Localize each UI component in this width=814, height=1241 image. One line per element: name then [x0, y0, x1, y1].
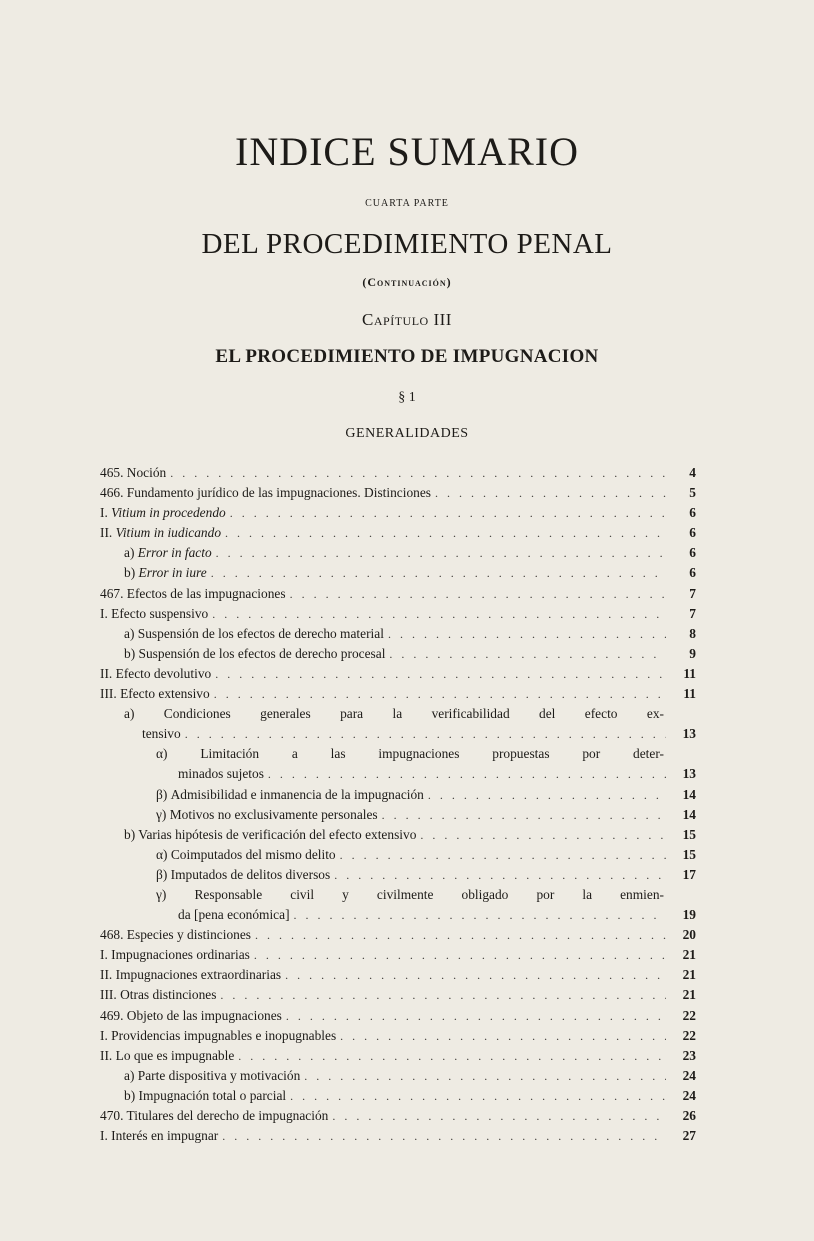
leader-dots [286, 1006, 666, 1026]
page-title: INDICE SUMARIO [235, 129, 579, 174]
toc-entry-page: 6 [689, 565, 696, 581]
toc-entry [100, 1106, 696, 1126]
leader-dots [238, 1046, 666, 1066]
toc-entry-page: 21 [682, 987, 696, 1003]
toc-entry [100, 1086, 696, 1106]
toc-entry-text: Suspensión de los efectos de derecho material [137, 625, 384, 641]
toc-entry [100, 664, 696, 684]
toc-entry-page: 24 [682, 1067, 696, 1083]
toc-entry-page: 21 [682, 967, 696, 983]
leader-dots [285, 965, 666, 985]
toc-entry-prefix: 468. [100, 927, 124, 943]
toc-entry [100, 945, 696, 965]
toc-entry-text: Titulares del derecho de impugnación [126, 1108, 329, 1123]
toc-entry-page: 4 [689, 465, 696, 480]
leader-dots [214, 684, 666, 704]
toc-entry-text: Efecto devolutivo [115, 665, 212, 681]
leader-dots [216, 543, 666, 563]
leader-dots [389, 644, 666, 664]
toc-entry-text: Coimputados del mismo delito [170, 846, 336, 862]
toc-entry-page: 13 [682, 766, 696, 782]
toc-entry-prefix: β) [156, 866, 168, 882]
toc-entry-page: 7 [689, 605, 696, 621]
section-heading: DEL PROCEDIMIENTO PENAL [201, 228, 613, 260]
toc-entry-text: Interés en impugnar [111, 1128, 219, 1144]
leader-dots [290, 1086, 666, 1106]
leader-dots [420, 825, 666, 845]
toc-entry-prefix: I. [100, 1128, 108, 1144]
toc-entry-continuation: da [pena económica] [178, 905, 294, 925]
paragraph-mark: § 1 [398, 390, 416, 405]
toc-entry-prefix: II. [100, 665, 113, 681]
toc-entry [100, 965, 696, 985]
toc-entry-page: 8 [689, 625, 696, 641]
toc-entry [100, 1046, 696, 1066]
toc-entry-prefix: a) [124, 545, 135, 561]
toc-entry-prefix: I. [100, 505, 108, 521]
toc-entry-text: Vitium in procedendo [111, 505, 226, 521]
toc-entry [100, 825, 696, 845]
toc-entry [100, 985, 696, 1005]
toc-entry [100, 1006, 696, 1026]
toc-entry-page: 20 [682, 927, 696, 943]
toc-entry-text: Lo que es impugnable [115, 1047, 235, 1063]
toc-entry-page: 11 [683, 686, 696, 702]
toc-entry [100, 865, 696, 885]
leader-dots [255, 925, 666, 945]
leader-dots [435, 483, 666, 503]
toc-entry-continuation: minados sujetos [178, 764, 268, 784]
toc-entry-text: Efecto suspensivo [111, 605, 209, 621]
toc-entry-page: 27 [682, 1128, 696, 1144]
toc-entry [100, 1126, 696, 1146]
leader-dots [222, 1126, 666, 1146]
toc-entry-text: Especies y distinciones [126, 927, 252, 943]
part-heading: CUARTA PARTE [365, 198, 449, 209]
toc-entry-text: Impugnaciones ordinarias [111, 947, 250, 963]
toc-entry-text: Efectos de las impugnaciones [126, 585, 286, 601]
leader-dots [428, 785, 666, 805]
toc-entry-page: 21 [682, 947, 696, 963]
toc-entry-text: Imputados de delitos diversos [170, 866, 331, 882]
toc-entry-prefix: II. [100, 967, 113, 983]
toc-entry-prefix: β) [156, 786, 168, 802]
toc-entry [100, 684, 696, 704]
toc-entry-prefix: 465. [100, 465, 124, 480]
toc-entry-prefix: 466. [100, 485, 124, 501]
toc-entry-prefix: I. [100, 605, 108, 621]
leader-dots [225, 523, 666, 543]
toc-entry-text: Admisibilidad e inmanencia de la impugnación [170, 786, 424, 802]
toc-entry-text: Impugnaciones extraordinarias [115, 967, 282, 983]
toc-entry [100, 704, 696, 744]
toc-entry-prefix: III. [100, 987, 117, 1003]
toc-entry-text: Objeto de las impugnaciones [126, 1007, 282, 1023]
continuation-label: (Continuación) [362, 275, 452, 289]
leader-dots [332, 1106, 666, 1126]
leader-dots [388, 624, 666, 644]
toc-entry-text: Varias hipótesis de verificación del efecto extensivo [138, 826, 417, 842]
toc-entry [100, 563, 696, 583]
leader-dots [220, 985, 666, 1005]
toc-entry-text: Vitium in iudicando [115, 525, 222, 541]
toc-entry-text: Fundamento jurídico de las impugnaciones. Distinciones [126, 485, 432, 501]
leader-dots [211, 563, 666, 583]
toc-entry [100, 1066, 696, 1086]
toc-entry-text: Otras distinciones [120, 987, 217, 1003]
toc-entry [100, 483, 696, 503]
leader-dots [268, 764, 666, 784]
toc-entry [100, 1026, 696, 1046]
toc-entry-text: Noción [126, 465, 167, 480]
toc-entry-prefix: II. [100, 1047, 113, 1063]
toc-entry-prefix: a) [124, 625, 135, 641]
leader-dots [254, 945, 666, 965]
toc-entry-page: 6 [689, 545, 696, 561]
toc-entry-page: 17 [682, 866, 696, 882]
toc-entry-page: 7 [689, 585, 696, 601]
toc-entry-prefix: I. [100, 1027, 108, 1043]
toc-entry [100, 925, 696, 945]
toc-entry-text: Error in facto [137, 545, 212, 561]
leader-dots [340, 845, 666, 865]
toc-entry-page: 14 [682, 806, 696, 822]
leader-dots [304, 1066, 666, 1086]
toc-entry-page: 11 [683, 665, 696, 681]
toc-entry-text: Impugnación total o parcial [138, 1087, 287, 1103]
leader-dots [382, 805, 666, 825]
leader-dots [170, 463, 666, 483]
chapter-title: EL PROCEDIMIENTO DE IMPUGNACION [215, 346, 599, 367]
toc-entry-text: Error in iure [138, 565, 207, 581]
toc-entry-prefix: II. [100, 525, 113, 541]
leader-dots [215, 664, 666, 684]
toc-entry-page: 19 [682, 907, 696, 923]
toc-entry-prefix: b) [124, 826, 136, 842]
toc-entry-page: 22 [682, 1007, 696, 1023]
subsection-heading: GENERALIDADES [345, 426, 469, 441]
leader-dots [230, 503, 666, 523]
toc-entry-page: 13 [682, 726, 696, 742]
toc-entry-prefix: 470. [100, 1108, 124, 1123]
toc-entry-prefix: a) [124, 706, 135, 722]
toc-entry-prefix: 469. [100, 1007, 124, 1023]
toc-entry [100, 604, 696, 624]
toc-entry-page: 23 [682, 1047, 696, 1063]
leader-dots [294, 905, 666, 925]
toc-entry-page: 15 [682, 846, 696, 862]
toc-entry [100, 785, 696, 805]
leader-dots [212, 604, 666, 624]
toc-entry-prefix: α) [156, 746, 168, 762]
toc-entry-prefix: 467. [100, 585, 124, 601]
toc-entry-page: 15 [682, 826, 696, 842]
toc-entry-text: Limitación a las impugnaciones propuestas por deter- [200, 746, 664, 762]
toc-entry-page: 24 [682, 1087, 696, 1103]
toc-entry-text: Efecto extensivo [120, 686, 210, 702]
toc-entry [100, 644, 696, 664]
toc-entry-prefix: b) [124, 645, 136, 661]
toc-entry-prefix: a) [124, 1067, 135, 1083]
toc-entry-text: Condiciones generales para la verificabilidad del efecto ex- [163, 706, 664, 722]
toc-entry [100, 885, 696, 925]
toc-entry-page: 6 [689, 525, 696, 541]
toc-entry-text: Providencias impugnables e inopugnables [111, 1027, 337, 1043]
toc-entry-prefix: I. [100, 947, 108, 963]
toc-entry-page: 9 [689, 645, 696, 661]
toc-entry-prefix: b) [124, 565, 136, 581]
toc-entry-text: Suspensión de los efectos de derecho procesal [138, 645, 386, 661]
toc-entry-text: Responsable civil y civilmente obligado por la enmien- [194, 886, 664, 902]
toc-entry [100, 543, 696, 563]
toc-entry-prefix: α) [156, 846, 168, 862]
toc-entry-page: 6 [689, 505, 696, 521]
leader-dots [340, 1026, 666, 1046]
leader-dots [290, 584, 666, 604]
chapter-heading: Capítulo III [362, 310, 452, 329]
toc-entry [100, 624, 696, 644]
toc-entry-page: 22 [682, 1027, 696, 1043]
toc-entry [100, 845, 696, 865]
toc-entry [100, 463, 696, 483]
toc-entry-text: Motivos no exclusivamente personales [169, 806, 378, 822]
toc-entry-prefix: γ) [156, 806, 167, 822]
toc-entry-continuation: tensivo [142, 724, 185, 744]
toc-entry [100, 805, 696, 825]
toc-entry [100, 503, 696, 523]
toc-entry-prefix: γ) [156, 886, 167, 902]
toc-entry-page: 14 [682, 786, 696, 802]
toc-entry-page: 5 [689, 485, 696, 501]
toc-entry-text: Parte dispositiva y motivación [137, 1067, 301, 1083]
toc-entry [100, 523, 696, 543]
toc-entry-prefix: III. [100, 686, 117, 702]
toc-entry [100, 744, 696, 784]
leader-dots [185, 724, 666, 744]
leader-dots [334, 865, 666, 885]
toc-entry-prefix: b) [124, 1087, 136, 1103]
table-of-contents [100, 463, 696, 1146]
toc-entry-page: 26 [682, 1108, 696, 1123]
toc-entry [100, 584, 696, 604]
